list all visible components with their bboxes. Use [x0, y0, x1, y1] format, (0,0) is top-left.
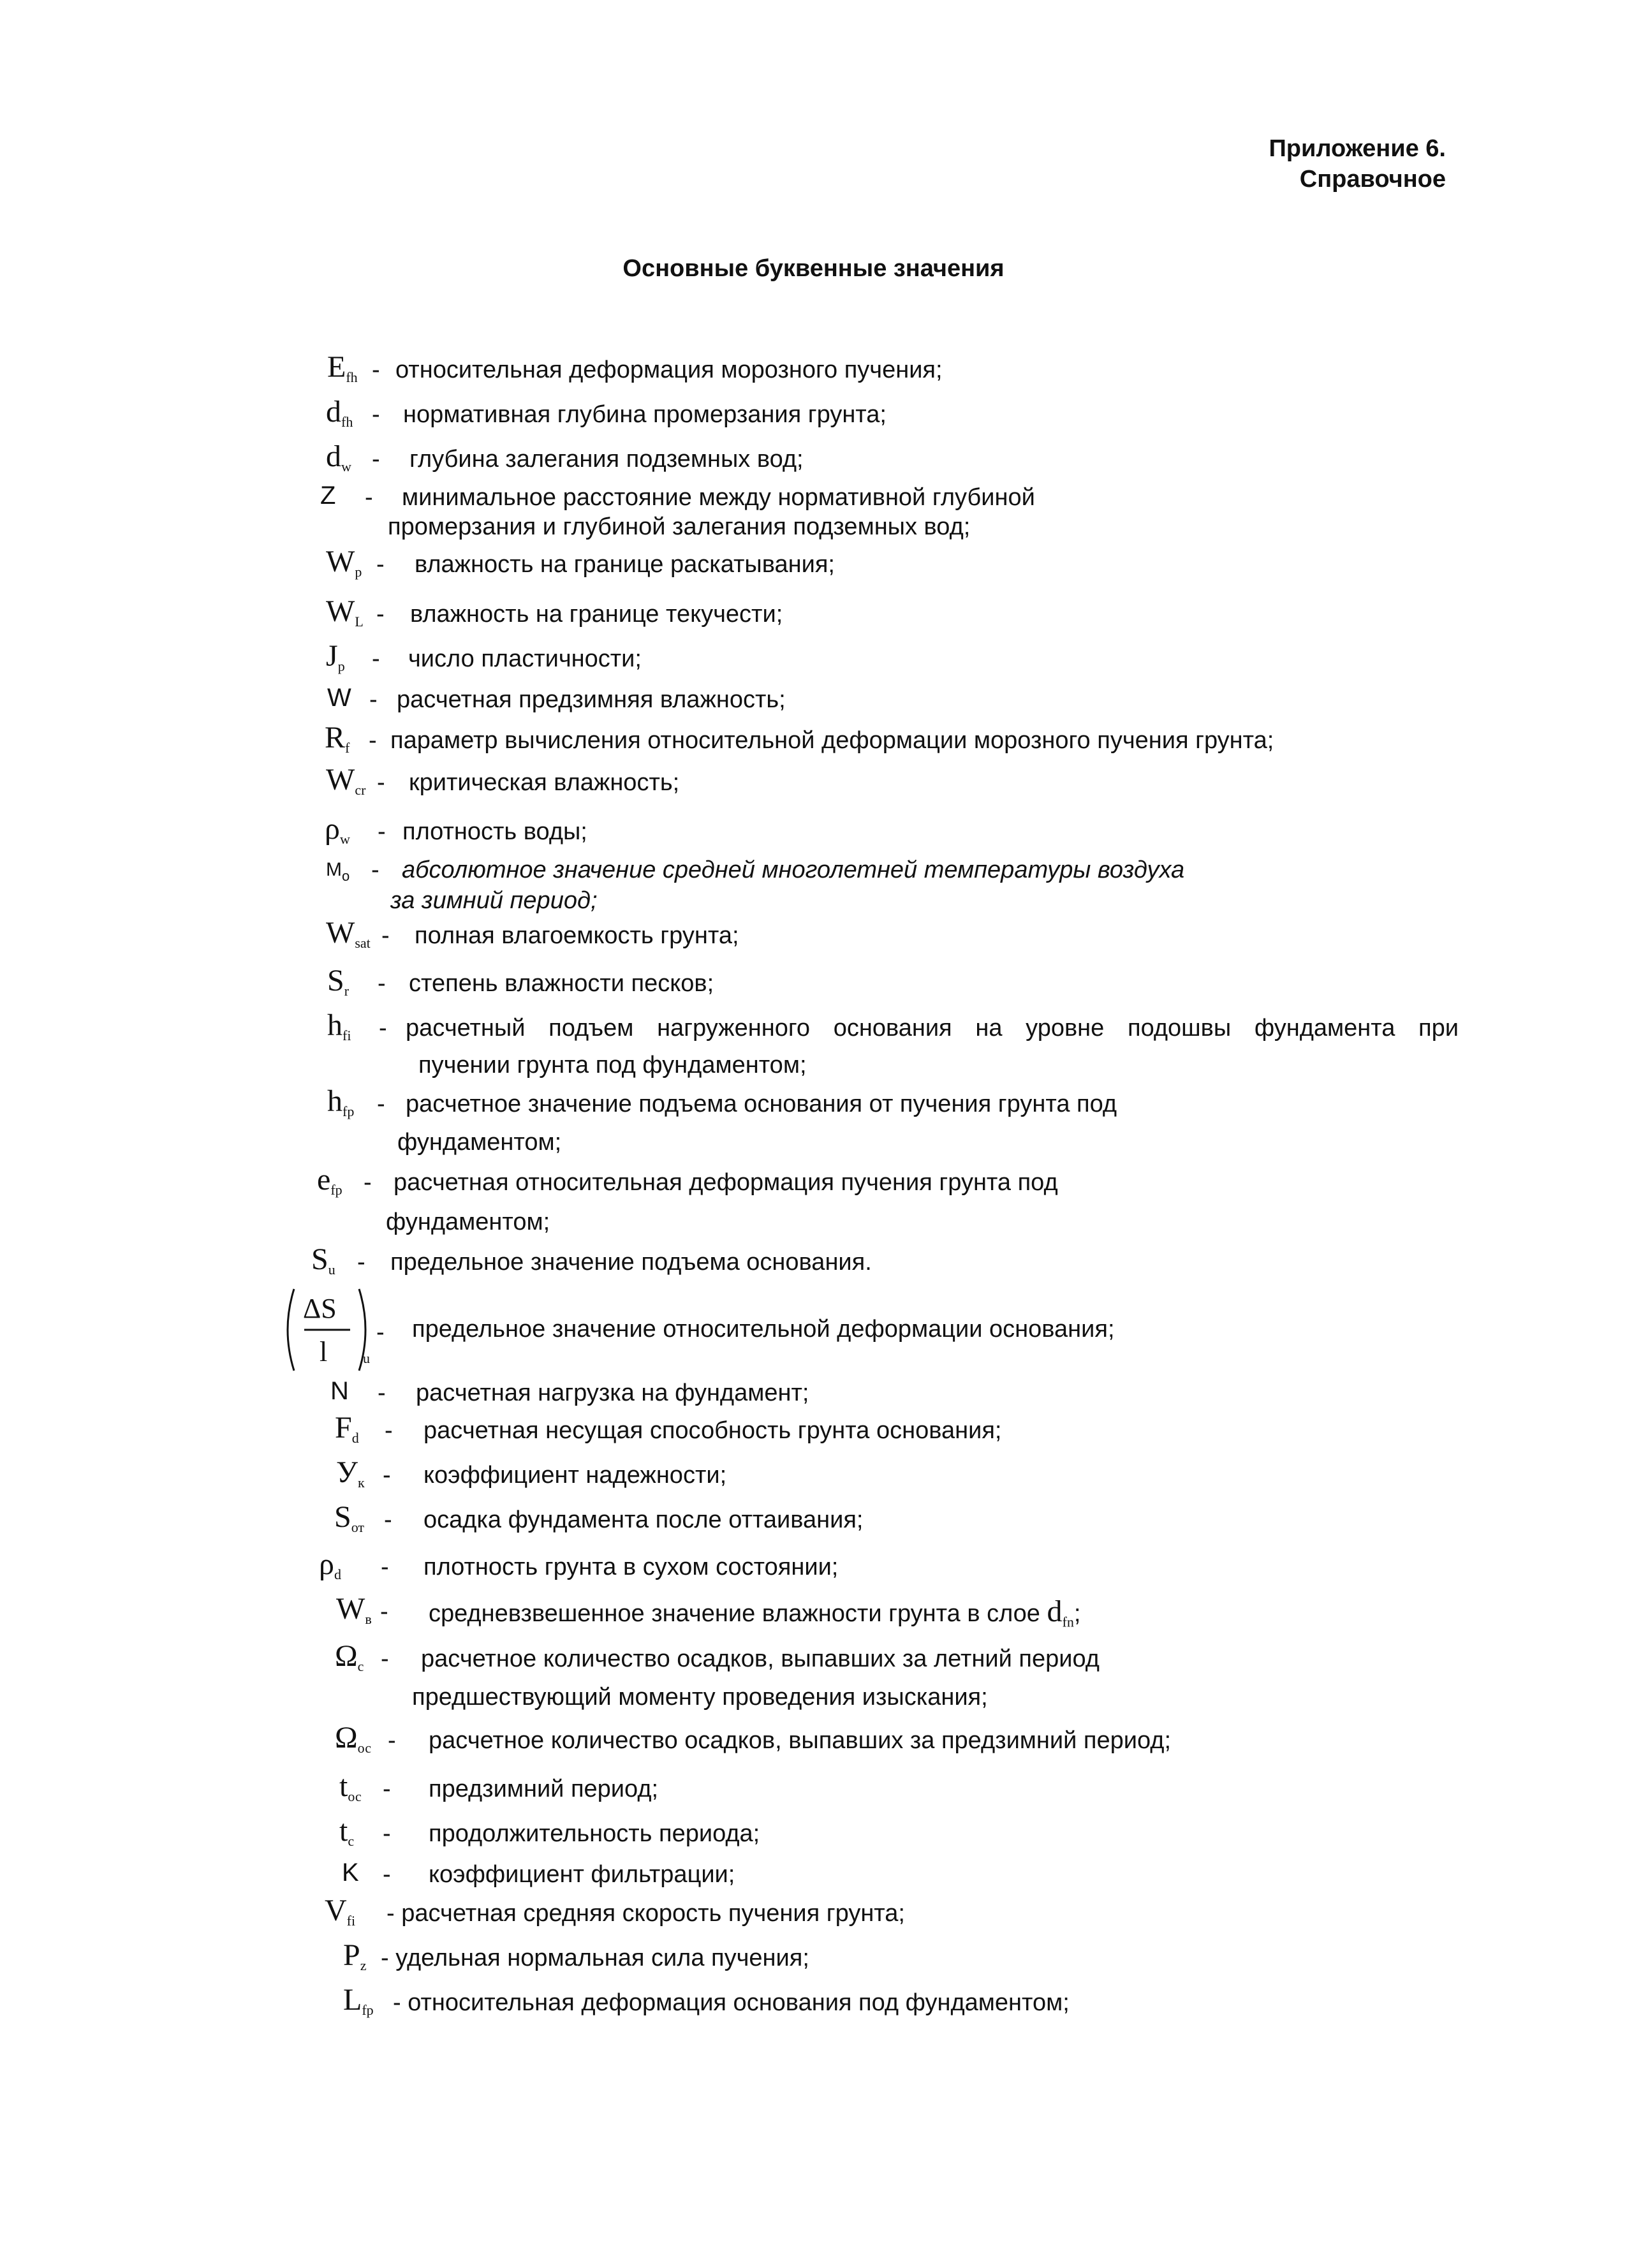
symbol: $L_{fp}$ — [343, 1983, 374, 2018]
symbol: $S_u$ — [311, 1242, 335, 1278]
symbol: $W_L$ — [326, 594, 364, 630]
symbol: $h_{fp}$ — [327, 1084, 355, 1119]
definition-cont: пучении грунта под фундаментом; — [418, 1052, 807, 1079]
symbol: $У_к$ — [336, 1455, 365, 1491]
symbol: $t_с$ — [339, 1814, 355, 1849]
definition: абсолютное значение средней многолетней температуры воздуха — [402, 857, 1185, 883]
definition: плотность грунта в сухом состоянии; — [423, 1554, 839, 1580]
symbol: $d_w$ — [326, 439, 351, 475]
symbol: $P_z$ — [343, 1938, 367, 1973]
definition: нормативная глубина промерзания грунта; — [403, 401, 887, 428]
symbol: $J_p$ — [326, 639, 345, 674]
symbol: $t_{ос}$ — [339, 1769, 362, 1804]
definition: минимальное расстояние между нормативной глубиной — [402, 484, 1035, 511]
definition: расчетная относительная деформация пучения грунта под — [394, 1169, 1058, 1196]
symbol: $\rho_d$ — [319, 1547, 341, 1582]
symbol: $h_{fi}$ — [327, 1008, 351, 1043]
definition: расчетная нагрузка на фундамент; — [416, 1380, 809, 1406]
definition: критическая влажность; — [409, 769, 680, 796]
symbol: $W_в$ — [336, 1592, 372, 1627]
definition: влажность на границе раскатывания; — [415, 551, 835, 578]
symbol: $E_{fh}$ — [327, 350, 358, 385]
definition: расчетное количество осадков, выпавших за летний период — [421, 1646, 1100, 1672]
definition: коэффициент фильтрации; — [429, 1861, 735, 1888]
symbol: $\rho_w$ — [325, 812, 350, 847]
page-title: Основные буквенные значения — [622, 255, 1005, 282]
definition: средневзвешенное значение влажности грунта в слое $d_{fn}$; — [429, 1594, 1081, 1630]
symbol: $S_r$ — [327, 964, 350, 999]
appendix-number: Приложение 6. — [1269, 135, 1446, 162]
definition: глубина залегания подземных вод; — [409, 446, 804, 473]
definition: полная влагоемкость грунта; — [415, 922, 739, 949]
definition: расчетное количество осадков, выпавших за предзимний период; — [429, 1727, 1172, 1754]
definition-cont: промерзания и глубиной залегания подземных вод; — [388, 513, 971, 540]
definition: относительная деформация морозного пучения; — [395, 357, 943, 383]
definition: - расчетная средняя скорость пучения грунта; — [387, 1900, 905, 1927]
symbol: $W_{cr}$ — [326, 763, 366, 798]
definition: плотность воды; — [402, 818, 587, 845]
definition: расчетная предзимняя влажность; — [397, 686, 786, 713]
symbol: $W_{sat}$ — [326, 916, 371, 951]
definition: число пластичности; — [408, 645, 642, 672]
symbol: $F_d$ — [335, 1411, 359, 1446]
symbol: $R_f$ — [325, 721, 350, 756]
symbol: $d_{fh}$ — [326, 395, 353, 430]
symbol: $S_{от}$ — [334, 1500, 365, 1535]
definition: осадка фундамента после оттаивания; — [423, 1506, 864, 1533]
symbol: $W_p$ — [326, 545, 362, 580]
definition: расчетное значение подъема основания от пучения грунта под — [406, 1091, 1117, 1117]
definition: продолжительность периода; — [429, 1820, 760, 1847]
symbol: $\Omega_с$ — [335, 1639, 364, 1674]
definition: - относительная деформация основания под фундаментом; — [393, 1989, 1070, 2016]
definition: предельное значение подъема основания. — [390, 1249, 872, 1276]
symbol: $M_o$ — [326, 859, 350, 884]
definition: влажность на границе текучести; — [410, 601, 783, 628]
symbol: $\Omega_{ос}$ — [335, 1721, 371, 1756]
symbol: W — [327, 684, 351, 712]
fraction-symbol: ΔS l u — [283, 1285, 379, 1374]
definition-cont: фундаментом; — [397, 1129, 562, 1156]
appendix-type: Справочное — [1299, 166, 1446, 193]
definition: предзимний период; — [429, 1776, 659, 1802]
symbol: $V_{fi}$ — [325, 1894, 356, 1929]
symbol: Z — [320, 482, 336, 510]
symbol: K — [342, 1859, 359, 1887]
definition: предельное значение относительной деформации основания; — [412, 1316, 1115, 1343]
definition: коэффициент надежности; — [423, 1462, 727, 1489]
symbol: N — [330, 1377, 349, 1405]
definition: - удельная нормальная сила пучения; — [381, 1945, 809, 1971]
definition: параметр вычисления относительной деформации морозного пучения грунта; — [390, 727, 1274, 754]
definition: расчетная несущая способность грунта основания; — [423, 1417, 1002, 1444]
symbol: $e_{fp}$ — [317, 1163, 342, 1198]
definition-cont: за зимний период; — [390, 887, 598, 914]
definition: степень влажности песков; — [409, 970, 714, 997]
definition-cont: фундаментом; — [386, 1209, 550, 1235]
definition-cont: предшествующий моменту проведения изыскания; — [412, 1684, 988, 1711]
definition: расчетный подъем нагруженного основания на уровне подошвы фундамента при — [406, 1015, 1459, 1042]
